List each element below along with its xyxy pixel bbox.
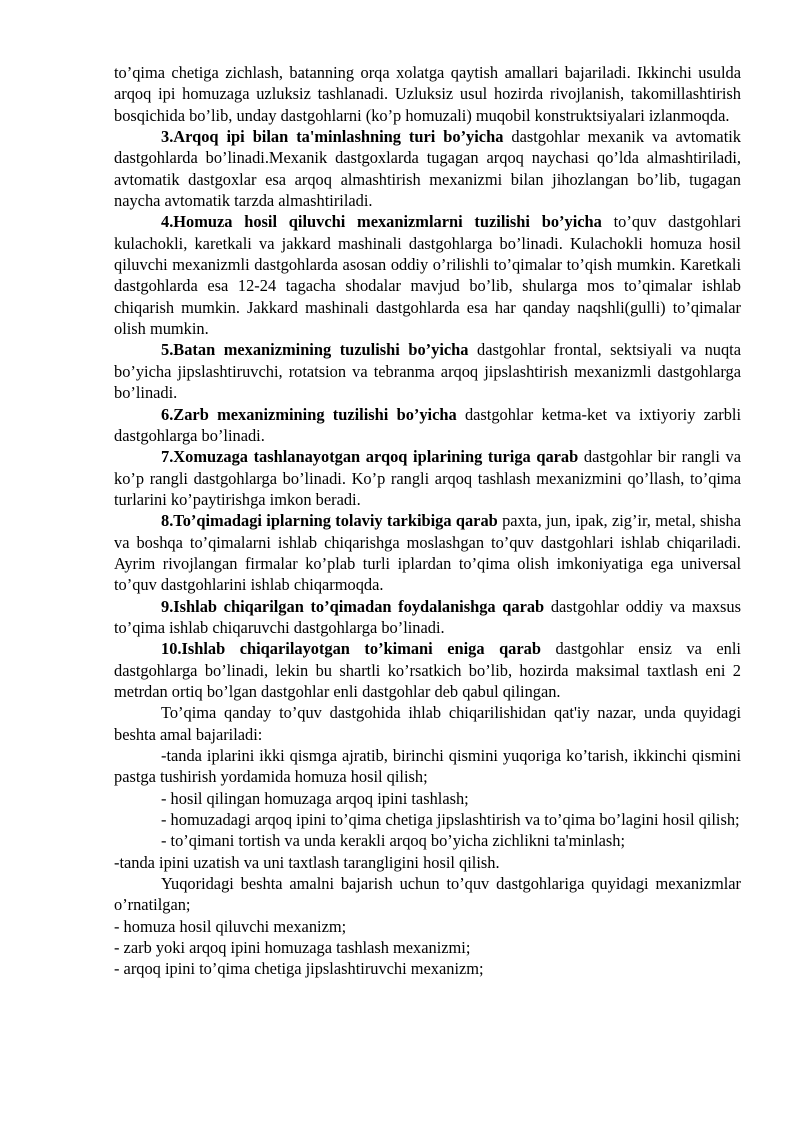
paragraph-8 <box>114 596 741 639</box>
paragraph-text: dastgohlar oddiy va maxsus to’qima ishlab chiqaruvchi dastgohlarga bo’linadi. <box>114 596 741 637</box>
mechanism-item-2 <box>114 937 741 958</box>
paragraph-9 <box>114 638 741 702</box>
paragraph-5 <box>114 404 741 447</box>
paragraph-text: - arqoq ipini to’qima chetiga jipslashtiruvchi mexanizm; <box>114 959 484 979</box>
paragraph-heading: 9.Ishlab chiqarilgan to’qimadan foydalanishga qarab <box>161 596 545 616</box>
paragraph-7 <box>114 510 741 595</box>
mechanism-item-1 <box>114 916 741 937</box>
list-item-1 <box>114 745 741 788</box>
paragraph-text: -tanda iplarini ikki qismga ajratib, birinchi qismini yuqoriga ko’tarish, ikkinchi qismini pastga tushirish yordamida homuza hosil qilish; <box>114 746 741 787</box>
paragraph-text: dastgohlar bir rangli va ko’p rangli dastgohlarga bo’linadi. Ko’p rangli arqoq tashlash mexanizmini qo’llash, to’qima turlarini ko’paytirishga imkon beradi. <box>114 447 741 509</box>
paragraph-text: - zarb yoki arqoq ipini homuzaga tashlash mexanizmi; <box>114 938 471 958</box>
paragraph-text: To’qima qanday to’quv dastgohida ihlab chiqarilishidan qat'iy nazar, unda quyidagi beshta amal bajariladi: <box>114 703 741 744</box>
list-item-5 <box>114 852 741 873</box>
paragraph-heading: 8.To’qimadagi iplarning tolaviy tarkibiga qarab <box>161 511 498 531</box>
paragraph-heading: 4.Homuza hosil qiluvchi mexanizmlarni tuzilishi bo’yicha <box>161 212 602 232</box>
paragraph-heading: 5.Batan mexanizmining tuzulishi bo’yicha <box>161 340 469 360</box>
list-item-2 <box>114 788 741 809</box>
list-item-4 <box>114 830 741 851</box>
paragraph-heading: 3.Arqoq ipi bilan ta'minlashning turi bo’yicha <box>161 127 504 147</box>
paragraph-text: Yuqoridagi beshta amalni bajarish uchun to’quv dastgohlariga quyidagi mexanizmlar o’rnatilgan; <box>114 874 741 915</box>
mechanism-item-3 <box>114 958 741 979</box>
paragraph-6 <box>114 446 741 510</box>
paragraph-text: - homuza hosil qiluvchi mexanizm; <box>114 916 347 936</box>
paragraph-text: - homuzadagi arqoq ipini to’qima chetiga jipslashtirish va to’qima bo’lagini hosil qilish; <box>161 810 740 830</box>
paragraph-2 <box>114 126 741 211</box>
paragraph-4 <box>114 339 741 403</box>
paragraph-text: - hosil qilingan homuzaga arqoq ipini tashlash; <box>161 788 469 808</box>
paragraph-heading: 10.Ishlab chiqarilayotgan to’kimani eniga qarab <box>161 639 541 659</box>
paragraph-text: paxta, jun, ipak, zig’ir, metal, shisha va boshqa to’qimalarni ishlab chiqarishga moslashgan to’quv dastgohlari ishlab chiqariladi. Ayrim rivojlangan firmalar ko’plab turli iplardan to’qima olish imkoniyatiga ega universal to’quv dastgohlarini ishlab chiqarmoqda. <box>114 511 741 595</box>
paragraph-text: dastgohlar ketma-ket va ixtiyoriy zarbli dastgohlarga bo’linadi. <box>114 404 741 445</box>
paragraph-text: to’qima chetiga zichlash, batanning orqa xolatga qaytish amallari bajariladi. Ikkinchi usulda arqoq ipi homuzaga uzluksiz tashlanadi. Uzluksiz usul hozirda rivojlanish, takomillashtirish bosqichida bo’lib, unday dastgohlarni (ko’p homuzali) muqobil konstruktsiyalari izlanmoqda. <box>114 63 741 125</box>
paragraph-text: dastgohlar ensiz va enli dastgohlarga bo’linadi, lekin bu shartli ko’rsatkich bo’lib, hozirda maksimal taxtlash eni 2 metrdan ortiq bo’lgan dastgohlar enli dastgohlar deb qabul qilingan. <box>114 639 741 701</box>
document-page <box>114 62 741 980</box>
paragraph-heading: 6.Zarb mexanizmining tuzilishi bo’yicha <box>161 404 457 424</box>
paragraph-text: - to’qimani tortish va unda kerakli arqoq bo’yicha zichlikni ta'minlash; <box>161 831 626 851</box>
paragraph-text: to’quv dastgohlari kulachokli, karetkali va jakkard mashinali dastgohlarga bo’linadi. Kulachokli homuza hosil qiluvchi mexanizmli dastgohlarda asosan oddiy o’rilishli to’qimalar to’qish mumkin. Karetkali dastgohlarda esa 12-24 tagacha shodalar mavjud bo’lib, shularga mos to’qimalar ishlab chiqarish mumkin. Jakkard mashinali dastgohlarda esa har qanday naqshli(gulli) to’qimalar olish mumkin. <box>114 212 741 339</box>
paragraph-text: -tanda ipini uzatish va uni taxtlash tarangligini hosil qilish. <box>114 852 500 872</box>
paragraph-1 <box>114 62 741 126</box>
paragraph-heading: 7.Xomuzaga tashlanayotgan arqoq iplarining turiga qarab <box>161 447 579 467</box>
paragraph-11 <box>114 873 741 916</box>
paragraph-text: dastgohlar mexanik va avtomatik dastgohlarda bo’linadi.Mexanik dastgoxlarda tugagan arqoq naychasi qo’lda almashtiriladi, avtomatik dastgoxlar esa arqoq almashtirish mexanizmi bilan jihozlangan bo’lib, tugagan naycha avtomatik tarzda almashtiriladi. <box>114 127 742 211</box>
paragraph-10 <box>114 702 741 745</box>
paragraph-3 <box>114 211 741 339</box>
list-item-3 <box>114 809 741 830</box>
paragraph-text: dastgohlar frontal, sektsiyali va nuqta bo’yicha jipslashtiruvchi, rotatsion va tebranma arqoq jipslashtirish mexanizmli dastgohlarga bo’linadi. <box>114 340 741 403</box>
